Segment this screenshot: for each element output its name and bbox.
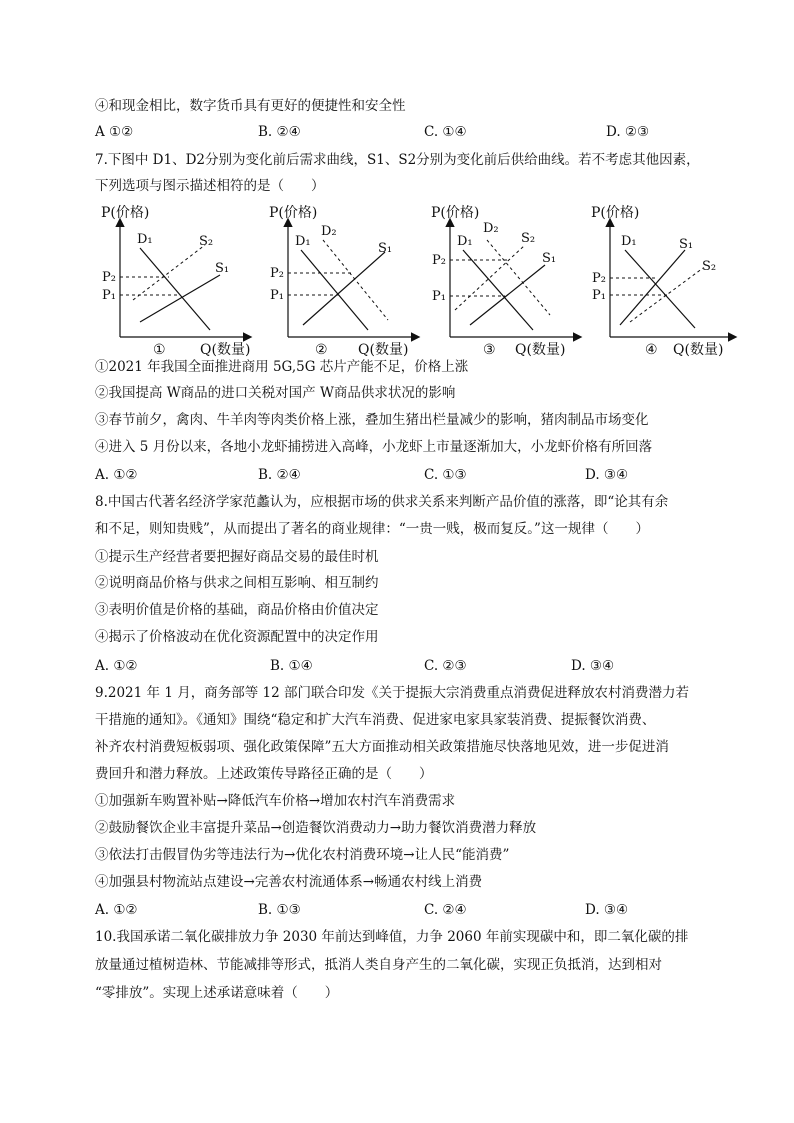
q6-option-b[interactable]: B. ②④ [258, 124, 301, 140]
chart-3-d1-label: D₁ [457, 234, 473, 249]
q9-item-2: ②鼓励餐饮企业丰富提升菜品→创造餐饮消费动力→助力餐饮消费潜力释放 [95, 820, 537, 836]
q10-stem-line-2: 放量通过植树造林、节能减排等形式，抵消人类自身产生的二氧化碳，实现正负抵消，达到相对 [95, 957, 662, 973]
chart-4-p1-label: P₁ [592, 288, 606, 303]
q8-option-d[interactable]: D. ③④ [571, 658, 615, 674]
q9-stem-line-4: 费回升和潜力释放。上述政策传导路径正确的是（ ） [95, 766, 433, 782]
q8-option-c[interactable]: C. ②③ [424, 658, 467, 674]
supply-curve-s2 [455, 245, 525, 310]
demand-curve-d1 [140, 248, 210, 330]
chart-4-number: ④ [645, 342, 658, 358]
q6-option-c[interactable]: C. ①④ [424, 124, 467, 140]
q9-stem-line-1: 9.2021 年 1 月，商务部等 12 部门联合印发《关于提振大宗消费重点消费促进释放农村消费潜力若 [95, 685, 689, 701]
demand-curve-d1 [625, 250, 695, 328]
chart-2-p2-label: P₂ [270, 266, 284, 281]
chart-4-s2-label: S₂ [702, 259, 717, 274]
chart-1-s2-label: S₂ [199, 234, 214, 249]
q9-item-4: ④加强县村物流站点建设→完善农村流通体系→畅通农村线上消费 [95, 874, 483, 890]
chart-1-x-label: Q(数量) [200, 342, 251, 358]
chart-3-p2-label: P₂ [432, 253, 446, 268]
q8-option-b[interactable]: B. ①④ [270, 658, 313, 674]
q10-stem-line-1: 10.我国承诺二氧化碳排放力争 2030 年前达到峰值，力争 2060 年前实现碳中和，即二氧化碳的排 [95, 929, 689, 945]
supply-curve-s1 [303, 252, 385, 325]
q7-chart-2 [263, 200, 438, 360]
q6-options [95, 122, 695, 142]
chart-2-d1-label: D₁ [295, 234, 311, 249]
chart-4-s1-label: S₁ [679, 237, 694, 252]
q8-options [95, 656, 695, 676]
q8-item-3: ③表明价值是价格的基础，商品价格由价值决定 [95, 602, 379, 618]
chart-2-x-label: Q(数量) [358, 342, 409, 358]
q8-item-1: ①提示生产经营者要把握好商品交易的最佳时机 [95, 549, 379, 565]
q7-item-4: ④进入 5 月份以来，各地小龙虾捕捞进入高峰，小龙虾上市量逐渐加大，小龙虾价格有所回落 [95, 439, 653, 455]
chart-1-y-label: P(价格) [101, 205, 150, 221]
chart-4-p2-label: P₂ [592, 271, 606, 286]
q7-item-2: ②我国提高 W商品的进口关税对国产 W商品供求状况的影响 [95, 385, 456, 401]
q7-item-1: ①2021 年我国全面推进商用 5G,5G 芯片产能不足，价格上涨 [95, 359, 469, 375]
q9-options [95, 900, 695, 920]
q6-option-d[interactable]: D. ②③ [606, 124, 650, 140]
demand-curve-d1 [463, 250, 533, 330]
q7-stem-line-1: 7.下图中 D1、D2分别为变化前后需求曲线，S1、S2分别为变化前后供给曲线。若不考虑其他因素， [95, 152, 700, 168]
q7-chart-1 [95, 200, 270, 360]
q9-option-b[interactable]: B. ①③ [258, 902, 301, 918]
supply-curve-s1 [620, 250, 685, 325]
chart-3-s2-label: S₂ [521, 231, 536, 246]
q9-item-3: ③依法打击假冒伪劣等违法行为→优化农村消费环境→让人民“能消费” [95, 847, 510, 863]
chart-1-d1-label: D₁ [137, 232, 153, 247]
chart-4-d1-label: D₁ [621, 234, 637, 249]
q7-options [95, 465, 695, 485]
q7-option-b[interactable]: B. ②④ [258, 467, 301, 483]
chart-2-s1-label: S₁ [378, 241, 393, 256]
chart-1-p1-label: P₁ [102, 288, 116, 303]
q9-stem-line-3: 补齐农村消费短板弱项、强化政策保障”五大方面推动相关政策措施尽快落地见效，进一步促进消 [95, 739, 669, 755]
q8-item-4: ④揭示了价格波动在优化资源配置中的决定作用 [95, 629, 379, 645]
q9-option-c[interactable]: C. ②④ [424, 902, 467, 918]
q8-stem-line-2: 和不足，则知贵贱”，从而提出了著名的商业规律：“一贵一贱，极而复反。”这一规律（ ） [95, 521, 649, 537]
chart-3-s1-label: S₁ [542, 251, 557, 266]
chart-3-p1-label: P₁ [432, 289, 446, 304]
q9-stem-line-2: 干措施的通知》。《通知》围绕“稳定和扩大汽车消费、促进家电家具家装消费、提振餐饮消费、 [95, 712, 656, 728]
chart-3-x-label: Q(数量) [515, 342, 566, 358]
q9-option-a[interactable]: A. ①② [95, 902, 138, 918]
supply-curve-s1 [140, 275, 220, 322]
q9-item-1: ①加强新车购置补贴→降低汽车价格→增加农村汽车消费需求 [95, 793, 456, 809]
chart-3-number: ③ [483, 342, 496, 358]
chart-3-y-label: P(价格) [431, 205, 480, 221]
q10-stem-line-3: “零排放”。实现上述承诺意味着（ ） [95, 985, 339, 1001]
q8-option-a[interactable]: A. ①② [95, 658, 138, 674]
chart-1-number: ① [153, 342, 166, 358]
chart-4-y-label: P(价格) [591, 205, 640, 221]
chart-3-d2-label: D₂ [483, 221, 499, 236]
chart-1-s1-label: S₁ [215, 261, 230, 276]
q9-option-d[interactable]: D. ③④ [585, 902, 629, 918]
q8-item-2: ②说明商品价格与供求之间相互影响、相互制约 [95, 575, 379, 591]
q7-option-d[interactable]: D. ③④ [585, 467, 629, 483]
q6-item-4: ④和现金相比，数字货币具有更好的便捷性和安全性 [95, 98, 406, 114]
q7-chart-4 [585, 200, 760, 360]
chart-2-number: ② [315, 342, 328, 358]
q8-stem-line-1: 8.中国古代著名经济学家范蠡认为，应根据市场的供求关系来判断产品价值的涨落，即“论其有余 [95, 494, 669, 510]
chart-2-p1-label: P₁ [270, 288, 284, 303]
q7-item-3: ③春节前夕，禽肉、牛羊肉等肉类价格上涨，叠加生猪出栏量减少的影响，猪肉制品市场变化 [95, 412, 649, 428]
chart-2-d2-label: D₂ [321, 224, 337, 239]
chart-1-p2-label: P₂ [102, 270, 116, 285]
q7-chart-3 [425, 200, 600, 360]
chart-4-x-label: Q(数量) [673, 342, 724, 358]
q7-option-c[interactable]: C. ①③ [424, 467, 467, 483]
q7-stem-line-2: 下列选项与图示描述相符的是（ ） [95, 178, 325, 194]
q6-option-a[interactable]: A ①② [95, 124, 134, 140]
chart-2-y-label: P(价格) [269, 205, 318, 221]
q7-option-a[interactable]: A. ①② [95, 467, 138, 483]
